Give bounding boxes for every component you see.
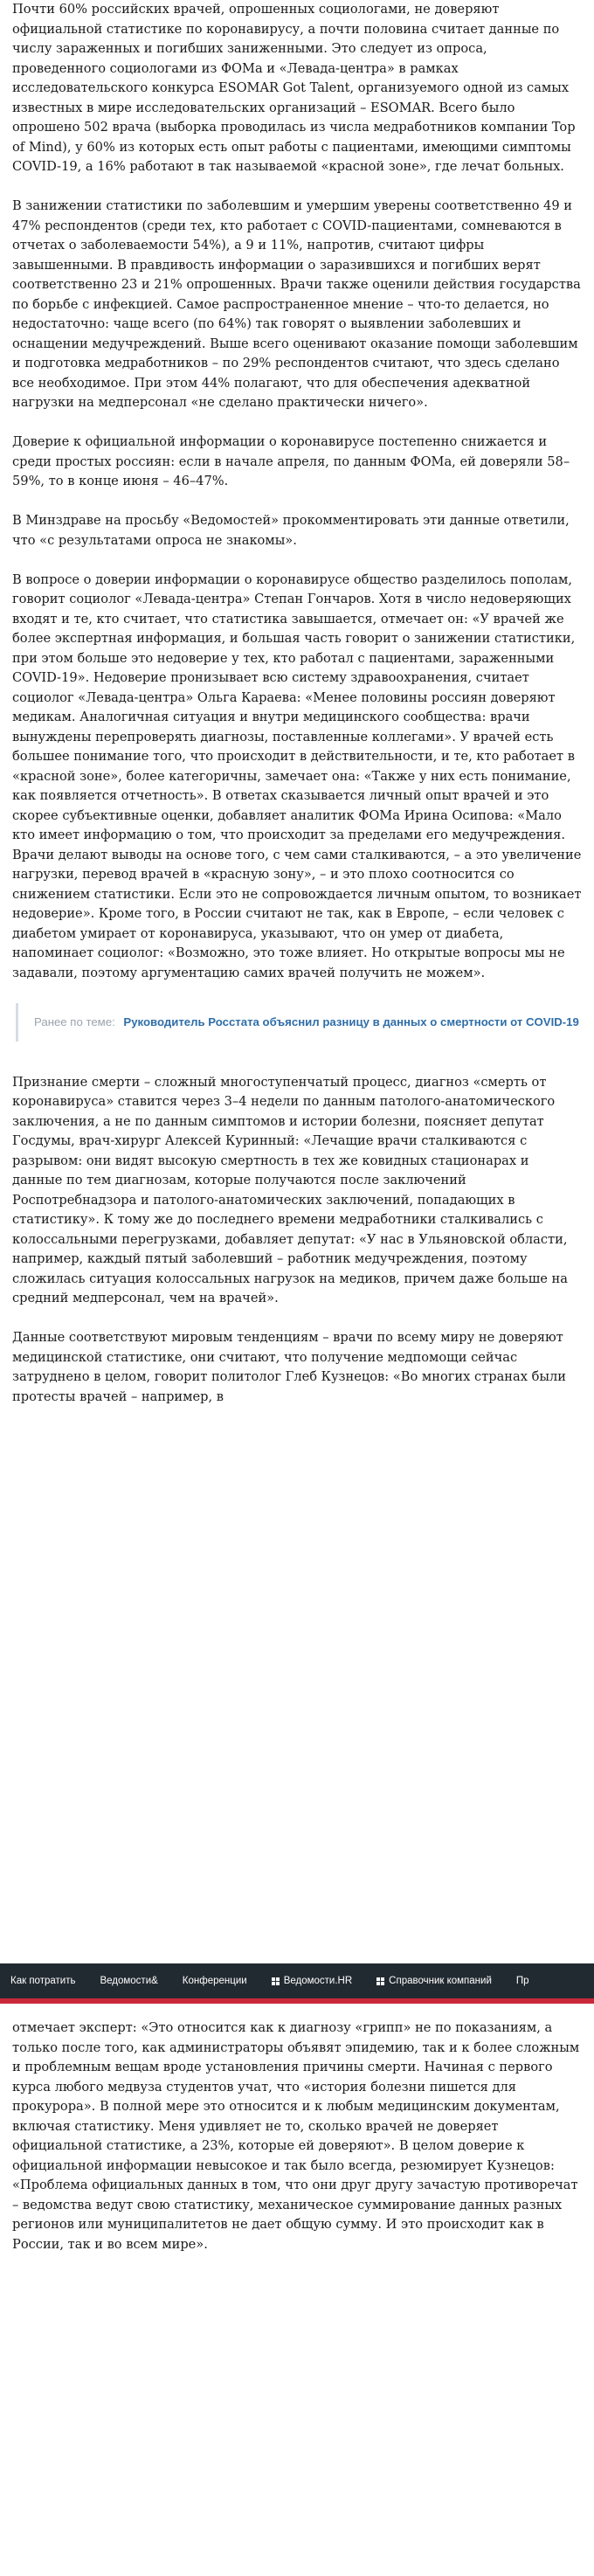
nav-item-label: Справочник компаний [389, 1976, 492, 1986]
article-paragraph: Почти 60% российских врачей, опрошенных социологами, не доверяют официальной статистике по коронавирусу, а почти половина считает данные по числу зараженных и погибших заниженными. Это следует из опроса, проведенного социологами из ФОМа и «Левада-центра» в рамках исследовательского конкурса ESOMAR Got Talent, организуемого одной из самых известных в мире исследовательских организаций – ESOMAR. Всего было опрошено 502 врача (выборка проводилась из числа медработников компании Top of Mind), у 60% из которых есть опыт работы с пациентами, имеющими симптомы COVID-19, а 16% работают в так называемой «красной зоне», где лечат больных. [12, 2, 576, 174]
article-paragraph: Данные соответствуют мировым тенденциям – врачи по всему миру не доверяют медицинской статистике, они считают, что получение медпомощи сейчас затруднено в целом, говорит политолог Глеб Кузнецов: «Во многих странах были протесты врачей – например, в [12, 1330, 566, 1404]
related-article-block [16, 1003, 582, 1042]
nav-item-vedomosti-hr[interactable] [272, 1976, 352, 1986]
bottom-navigation-bar [0, 1963, 594, 1998]
nav-item-vedomosti-and[interactable]: Ведомости& [100, 1976, 158, 1986]
nav-item-kak-potratit[interactable]: Как потратить [10, 1976, 76, 1986]
article-paragraph: Признание смерти – сложный многоступенчатый процесс, диагноз «смерть от коронавируса» ставится через 3–4 недели по данным патолого-анатомического заключения, а не по данным симптомов и истории болезни, поясняет депутат Госдумы, врач-хирург Алексей Куринный: «Лечащие врачи сталкиваются с разрывом: они видят высокую смертность в тех же ковидных стационарах и данные по тем диагнозам, которые получаются после заключений Роспотребнадзора и патолого-анатомических заключений, попадающих в статистику». К тому же до последнего времени медработники сталкивались с колоссальными перегрузками, добавляет депутат: «У нас в Ульяновской области, например, каждый пятый заболевший – работник медучреждения, поэтому сложилась ситуация колоссальных нагрузок на медиков, причем даже больше на средний медперсонал, чем на врачей». [12, 1074, 568, 1305]
grid-icon [376, 1977, 384, 1985]
article-continuation [0, 2019, 594, 2254]
article-paragraph: Доверие к официальной информации о коронавирусе постепенно снижается и среди простых россиян: если в начале апреля, по данным ФОМа, ей доверяли 58–59%, то в конце июня – 46–47%. [12, 434, 570, 488]
article-paragraph: отмечает эксперт: «Это относится как к диагнозу «грипп» не по показаниям, а только после того, как администраторы объявят эпидемию, так и к более сложным и проблемным вещам вроде установления причины смерти. Начиная с первого курса любого медвуза студентов учат, что «история болезни пишется для прокурора». В полной мере это относится и к любым медицинским документам, включая статистику. Меня удивляет не то, сколько врачей не доверяет официальной статистике, а 23%, которые ей доверяют». В целом доверие к официальной информации невысокое и так было всегда, резюмирует Кузнецов: «Проблема официальных данных в том, что они друг другу зачастую противоречат – ведомства ведут свою статистику, механическое суммирование данных разных регионов или муниципалитетов не дает общую сумму. И это происходит как в России, так и во всем мире». [12, 2020, 580, 2252]
article-paragraph: В занижении статистики по заболевшим и умершим уверены соответственно 49 и 47% респондентов (среди тех, кто работает с COVID-пациентами, сомневаются в отчетах о заболеваемости 54%), а 9 и 11%, напротив, считают цифры завышенными. В правдивость информации о заразившихся и погибших верят соответственно 23 и 21% опрошенных. Врачи также оценили действия государства по борьбе с инфекцией. Самое распространенное мнение – что-то делается, но недостаточно: чаще всего (по 64%) так говорят о выявлении заболевших и оснащении медучреждений. Выше всего оценивают оказание помощи заболевшим и подготовка медработников – по 29% респондентов считают, что здесь сделано все необходимое. При этом 44% полагают, что для обеспечения адекватной нагрузки на медперсонал «не сделано практически ничего». [12, 198, 581, 410]
article-paragraph: В вопросе о доверии информации о коронавирусе общество разделилось пополам, говорит социолог «Левада-центра» Степан Гончаров. Хотя в число недоверяющих входят и те, кто считает, что статистика завышается, отмечает он: «У врачей же более экспертная информация, и большая часть говорит о занижении статистики, при этом больше это недоверие у тех, кто работал с пациентами, зараженными COVID-19». Недоверие пронизывает всю систему здравоохранения, считает социолог «Левада-центра» Ольга Караева: «Менее половины россиян доверяют медикам. Аналогичная ситуация и внутри медицинского сообщества: врачи вынуждены перепроверять диагнозы, поставленные коллегами». У врачей есть большее понимание того, что происходит в действительности, и те, кто работает в «красной зоне», более категоричны, замечает она: «Также у них есть понимание, как появляется отчетность». В ответах сказывается личный опыт врачей и это скорее субъективные оценки, добавляет аналитик ФОМа Ирина Осипова: «Мало кто имеет информацию о том, что происходит за пределами его медучреждения. Врачи делают выводы на основе того, с чем сами сталкиваются, – а это увеличение нагрузки, перевод врачей в «красную зону», – и это плохо соотносится со снижением статистики. Если это не сопровождается личным опытом, то возникает недоверие». Кроме того, в России считают не так, как в Европе, – если человек с диабетом умирает от коронавируса, указывают, что он умер от диабета, напоминает социолог: «Возможно, это тоже влияет. Но открытые вопросы мы не задавали, поэтому аргументацию самих врачей получить не можем». [12, 571, 582, 980]
related-prefix: Ранее по теме: [34, 1014, 115, 1028]
nav-item-konferentsii[interactable]: Конференции [182, 1976, 247, 1986]
article-paragraph: В Минздраве на просьбу «Ведомостей» прокомментировать эти данные ответили, что «с результатами опроса не знакомы». [12, 513, 570, 548]
nav-item-label: Ведомости.HR [283, 1976, 353, 1986]
grid-icon [272, 1977, 280, 1985]
accent-divider [0, 1998, 594, 2004]
related-article-link[interactable]: Руководитель Росстата объяснил разницу в данных о смертности от COVID-19 [123, 1014, 579, 1028]
nav-item-truncated[interactable]: Пр [515, 1976, 529, 1986]
nav-item-spravochnik-kompaniy[interactable] [376, 1976, 492, 1986]
